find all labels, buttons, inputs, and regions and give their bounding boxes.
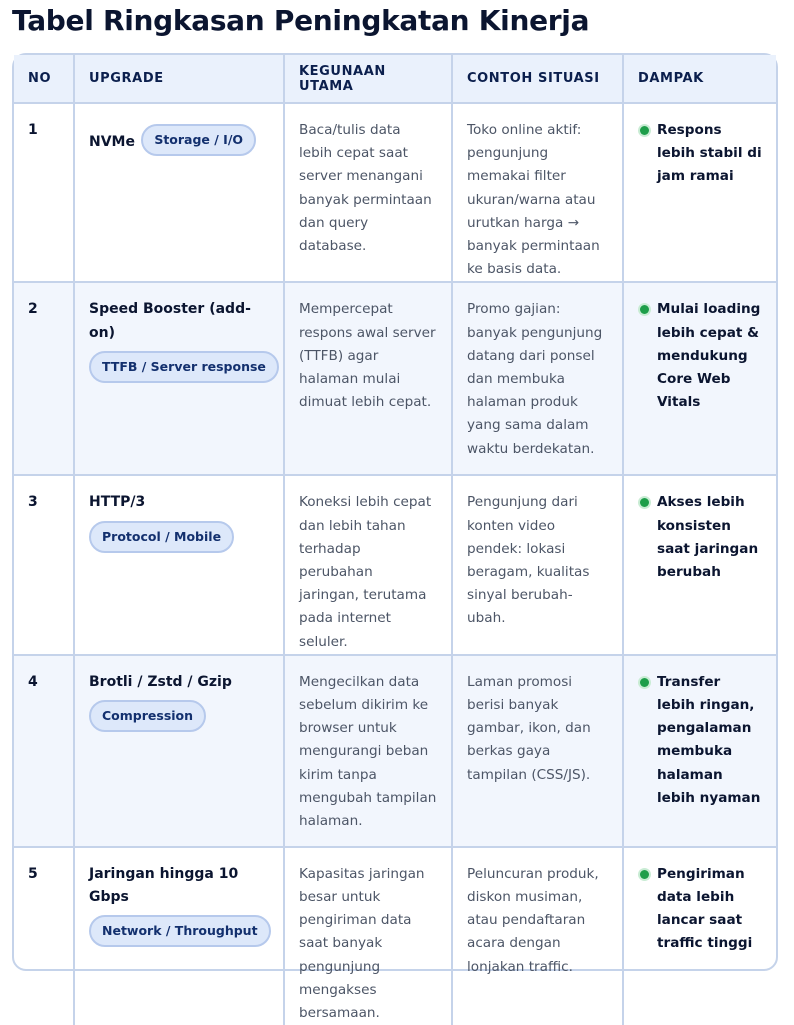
category-badge: Protocol / Mobile: [89, 521, 234, 553]
example-situation-text: Toko online aktif: pengunjung memakai filter ukuran/warna atau urutkan harga → banyak permintaan ke basis data.: [452, 103, 623, 282]
main-use-text: Baca/tulis data lebih cepat saat server menangani banyak permintaan dan query database.: [284, 103, 452, 282]
upgrade-name: Brotli / Zstd / Gzip: [89, 673, 232, 690]
page-title: Tabel Ringkasan Peningkatan Kinerja: [12, 4, 590, 37]
header-impact: DAMPAK: [623, 55, 776, 103]
table-row: [14, 475, 776, 654]
category-badge: Network / Throughput: [89, 915, 271, 947]
upgrade-name: NVMe: [89, 134, 135, 150]
upgrade-name: Speed Booster (add-on): [89, 301, 251, 341]
category-badge: Compression: [89, 700, 206, 732]
row-number: 2: [14, 282, 74, 475]
performance-summary-table: [12, 53, 778, 1022]
example-situation-text: Promo gajian: banyak pengunjung datang dari ponsel dan membuka halaman produk yang sama dalam waktu berdekatan.: [452, 282, 623, 475]
header-main-use: KEGUNAAN UTAMA: [284, 55, 452, 103]
category-badge: Storage / I/O: [141, 124, 256, 156]
impact-text: Pengiriman data lebih lancar saat traffic tinggi: [657, 865, 753, 952]
main-use-text: Mengecilkan data sebelum dikirim ke browser untuk mengurangi beban kirim tanpa mengubah tampilan halaman.: [284, 655, 452, 847]
impact-cell: [623, 103, 776, 282]
row-number: 4: [14, 655, 74, 847]
main-use-text: Kapasitas jaringan besar untuk pengiriman data saat banyak pengunjung mengakses bersamaan.: [284, 847, 452, 1025]
status-dot-icon: [640, 126, 649, 135]
status-dot-icon: [640, 678, 649, 687]
impact-text: Mulai loading lebih cepat & mendukung Core Web Vitals: [657, 301, 761, 411]
impact-text: Akses lebih konsisten saat jaringan berubah: [657, 494, 759, 581]
table-row: [14, 847, 776, 1025]
example-situation-text: Laman promosi berisi banyak gambar, ikon, dan berkas gaya tampilan (CSS/JS).: [452, 655, 623, 847]
upgrade-name: Jaringan hingga 10 Gbps: [89, 865, 239, 906]
row-number: 5: [14, 847, 74, 1025]
main-use-text: Mempercepat respons awal server (TTFB) agar halaman mulai dimuat lebih cepat.: [284, 282, 452, 475]
header-upgrade: UPGRADE: [74, 55, 284, 103]
header-no: NO: [14, 55, 74, 103]
impact-cell: [623, 655, 776, 847]
row-number: 1: [14, 103, 74, 282]
table-row: [14, 103, 776, 282]
example-situation-text: Pengunjung dari konten video pendek: lokasi beragam, kualitas sinyal berubah-ubah.: [452, 475, 623, 654]
status-dot-icon: [640, 498, 649, 507]
category-badge: TTFB / Server response: [89, 351, 279, 383]
impact-cell: [623, 282, 776, 475]
impact-cell: [623, 475, 776, 654]
table-row: [14, 282, 776, 475]
impact-text: Respons lebih stabil di jam ramai: [657, 122, 762, 185]
impact-cell: [623, 847, 776, 1025]
status-dot-icon: [640, 870, 649, 879]
status-dot-icon: [640, 305, 649, 314]
example-situation-text: Peluncuran produk, diskon musiman, atau pendaftaran acara dengan lonjakan traffic.: [452, 847, 623, 1025]
upgrade-name: HTTP/3: [89, 494, 146, 511]
main-use-text: Koneksi lebih cepat dan lebih tahan terhadap perubahan jaringan, terutama pada internet seluler.: [284, 475, 452, 654]
table-row: [14, 655, 776, 847]
header-example-situation: CONTOH SITUASI: [452, 55, 623, 103]
impact-text: Transfer lebih ringan, pengalaman membuka halaman lebih nyaman: [657, 673, 761, 806]
row-number: 3: [14, 475, 74, 654]
table-header-row: [14, 55, 776, 103]
